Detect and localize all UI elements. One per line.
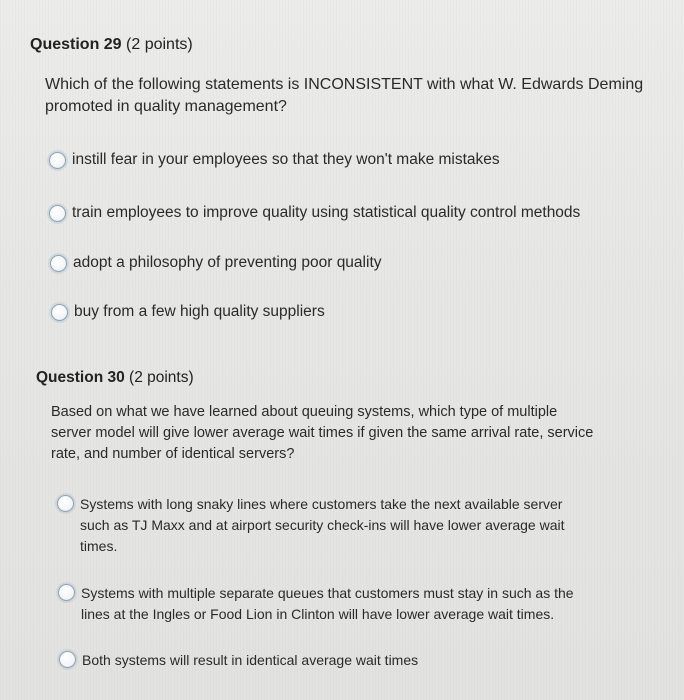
question-30-text-line: rate, and number of identical servers? xyxy=(51,446,295,462)
question-29-points: (2 points) xyxy=(126,36,193,53)
radio-button[interactable] xyxy=(57,495,74,512)
option-label: adopt a philosophy of preventing poor quality xyxy=(73,254,382,271)
question-29-option-3[interactable] xyxy=(50,254,382,272)
radio-button[interactable] xyxy=(50,255,67,272)
question-30-header xyxy=(36,368,194,388)
option-label-line: Both systems will result in identical average wait times xyxy=(82,652,419,668)
option-label: instill fear in your employees so that they won't make mistakes xyxy=(72,151,500,168)
question-30-text-line: Based on what we have learned about queuing systems, which type of multiple xyxy=(51,404,558,420)
option-label-line: Systems with multiple separate queues that customers must stay in such as the xyxy=(81,585,574,601)
question-30-option-1[interactable] xyxy=(57,494,565,557)
question-29-header xyxy=(30,35,193,55)
option-label: buy from a few high quality suppliers xyxy=(74,303,325,320)
radio-button[interactable] xyxy=(49,205,66,222)
question-30-title: Question 30 xyxy=(36,369,125,386)
option-label: train employees to improve quality using statistical quality control methods xyxy=(72,204,581,221)
question-30 xyxy=(0,340,684,700)
question-30-text xyxy=(51,402,593,465)
question-30-option-3[interactable] xyxy=(59,650,418,671)
question-29-title: Question 29 xyxy=(30,36,122,53)
question-29-text-line: promoted in quality management? xyxy=(45,98,287,115)
option-label-line: times. xyxy=(80,538,118,554)
option-label-line: Systems with long snaky lines where customers take the next available server xyxy=(80,496,563,512)
question-29-text-line: Which of the following statements is INCONSISTENT with what W. Edwards Deming xyxy=(45,76,644,93)
radio-button[interactable] xyxy=(59,651,76,668)
option-label xyxy=(80,494,565,557)
question-29-option-4[interactable] xyxy=(51,303,325,321)
question-30-points: (2 points) xyxy=(129,369,194,386)
option-label-line: lines at the Ingles or Food Lion in Clinton will have lower average wait times. xyxy=(81,606,555,622)
option-label xyxy=(81,583,574,625)
option-label-line: such as TJ Maxx and at airport security check-ins will have lower average wait xyxy=(80,517,565,533)
radio-button[interactable] xyxy=(51,304,68,321)
question-29 xyxy=(0,0,684,340)
question-29-text xyxy=(45,74,643,118)
radio-button[interactable] xyxy=(49,152,66,169)
question-29-option-2[interactable] xyxy=(49,204,580,222)
option-label xyxy=(82,650,418,671)
question-30-option-2[interactable] xyxy=(58,583,574,625)
question-29-option-1[interactable] xyxy=(49,151,500,169)
radio-button[interactable] xyxy=(58,584,75,601)
question-30-text-line: server model will give lower average wait times if given the same arrival rate, service xyxy=(51,425,594,441)
